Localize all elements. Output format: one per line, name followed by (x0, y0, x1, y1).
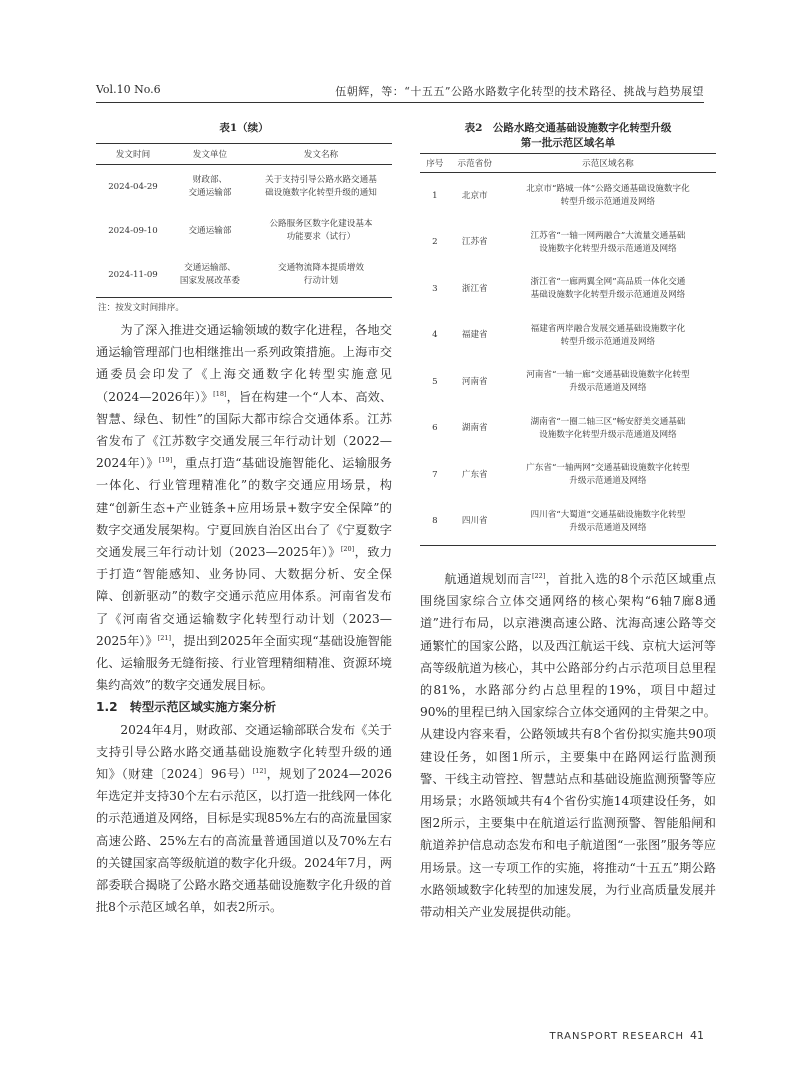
table2-col-name: 示范区域名称 (500, 154, 716, 173)
table-row: 6 湖南省 湖南省“一圈二轴三区”畅安舒美交通基础 设施数字化转型升级示范通道及网络 (432, 416, 686, 440)
body-paragraph-demo-regions: 2024年4月，财政部、交通运输部联合发布《关于支持引导公路水路交通基础设施数字化转型升级的通知》（财建〔2024〕96号）[12]，规划了2024—2026年选定并支持30个左右示范区，以打造一批线网一体化的示范通道及网络，目标是实现85%左右的高流量国家高速公路、25%左右的高流量普通国道以及70%左右的关键国家高等级航道的数字化升级。2024年7月，两部委联合揭晓了公路水路交通基础设施数字化升级的首批8个示范区域名单，如表2所示。 (96, 722, 392, 915)
table1-cell-date: 2024-11-09 (96, 253, 170, 298)
table1-cell-name: 关于支持引导公路水路交通基 础设施数字化转型升级的通知 (265, 175, 377, 198)
table1-caption: 表1（续） (219, 122, 269, 134)
page-footer (550, 1029, 704, 1042)
table-row: 3 浙江省 浙江省“一廊两翼全网”高品质一体化交通 基础设施数字化转型升级示范通道及网络 (432, 277, 686, 301)
table1-cell-unit: 交通运输部、 国家发展改革委 (170, 253, 250, 298)
running-title: 伍朝辉，等：“十五五”公路水路数字化转型的技术路径、挑战与趋势展望 (335, 85, 704, 98)
table2 (420, 153, 716, 546)
footer-journal-name: TRANSPORT RESEARCH (549, 1031, 684, 1042)
right-column (420, 112, 716, 923)
table-row: 5 河南省 河南省“一轴一廊”交通基础设施数字化转型 升级示范通道及网络 (432, 370, 690, 394)
table1-col-name: 发文名称 (250, 144, 392, 165)
table-row: 4 福建省 福建省两岸融合发展交通基础设施数字化 转型升级示范通道及网络 (432, 323, 686, 347)
section-heading: 1.2 转型示范区域实施方案分析 (96, 700, 277, 715)
table-row: 1 北京市 北京市“路城一体”公路交通基础设施数字化 转型升级示范通道及网络 (432, 184, 690, 208)
table1-cell-date: 2024-04-29 (108, 181, 158, 192)
table-row: 8 四川省 四川省“大蜀道”交通基础设施数字化转型 升级示范通道及网络 (420, 499, 716, 546)
header-rule (96, 102, 704, 103)
left-column (96, 112, 392, 918)
page-number: 41 (690, 1029, 704, 1042)
table1-note: 注：按发文时间排序。 (98, 303, 184, 313)
journal-volume: Vol.10 No.6 (96, 83, 161, 96)
table-row: 2 江苏省 江苏省“一轴一网两融合”大流量交通基础 设施数字化转型升级示范通道及网络 (432, 230, 686, 254)
table2-col-no: 序号 (420, 154, 450, 173)
table2-col-province: 示范省份 (450, 154, 500, 173)
table1-col-unit: 发文单位 (170, 144, 250, 165)
body-paragraph-policy: 为了深入推进交通运输领域的数字化进程，各地交通运输管理部门也相继推出一系列政策措施。上海市交通委员会印发了《上海交通数字化转型实施意见（2024—2026年）》[18]，旨在构建一个“人本、高效、智慧、绿色、韧性”的国际大都市综合交通体系。江苏省发布了《江苏数字交通发展三年行动计划（2022—2024年）》[19]，重点打造“基础设施智能化、运输服务一体化、行业管理精准化”的数字交通应用场景，构建“创新生态+产业链条+应用场景+数字安全保障”的数字交通发展架构。宁夏回族自治区出台了《宁夏数字交通发展三年行动计划（2023—2025年）》[20]，致力于打造“智能感知、业务协同、大数据分析、安全保障、创新驱动”的数字交通示范应用体系。河南省发布了《河南省交通运输数字化转型行动计划（2023—2025年）》[21]，提出到2025年全面实现“基础设施智能化、运输服务无缝衔接、行业管理精细精准、资源环境集约高效”的数字交通发展目标。 (96, 323, 393, 693)
table-row (96, 209, 392, 253)
table-row (96, 253, 392, 298)
table-row (96, 165, 392, 210)
table1 (96, 143, 392, 298)
table1-cell-name: 交通物流降本提质增效 行动计划 (250, 253, 392, 298)
body-paragraph-route-analysis: 航通道规划而言[22]，首批入选的8个示范区域重点围绕国家综合立体交通网络的核心架构“6轴7廊8通道”进行布局，以京港澳高速公路、沈海高速公路等交通繁忙的国家公路，以及西江航运干线、京杭大运河等高等级航道为核心，其中公路部分约占示范项目总里程的81%，水路部分约占总里程的19%，项目中超过90%的里程已纳入国家综合立体交通网的主骨架之中。从建设内容来看，公路领域共有8个省份拟实施共90项建设任务，如图1所示，主要集中在路网运行监测预警、干线主动管控、智慧站点和基础设施监测预警等应用场景；水路领域共有4个省份实施14项建设任务，如图2所示，主要集中在航道运行监测预警、智能船闸和航道养护信息动态发布和电子航道图“一张图”服务等应用场景。这一专项工作的实施，将推动“十五五”期公路水路领域数字化转型的加速发展，为行业高质量发展并带动相关产业发展提供动能。 (420, 571, 716, 920)
table1-col-date: 发文时间 (96, 144, 170, 165)
table1-cell-unit: 财政部、 交通运输部 (188, 175, 232, 198)
table1-cell-date: 2024-09-10 (108, 225, 158, 236)
table1-cell-name: 公路服务区数字化建设基本 功能要求（试行） (269, 219, 373, 242)
table2-caption: 表2 公路水路交通基础设施数字化转型升级 第一批示范区域名单 (464, 122, 672, 149)
table-row: 7 广东省 广东省“一轴两网”交通基础设施数字化转型 升级示范通道及网络 (432, 463, 690, 487)
table1-cell-unit: 交通运输部 (188, 225, 232, 236)
